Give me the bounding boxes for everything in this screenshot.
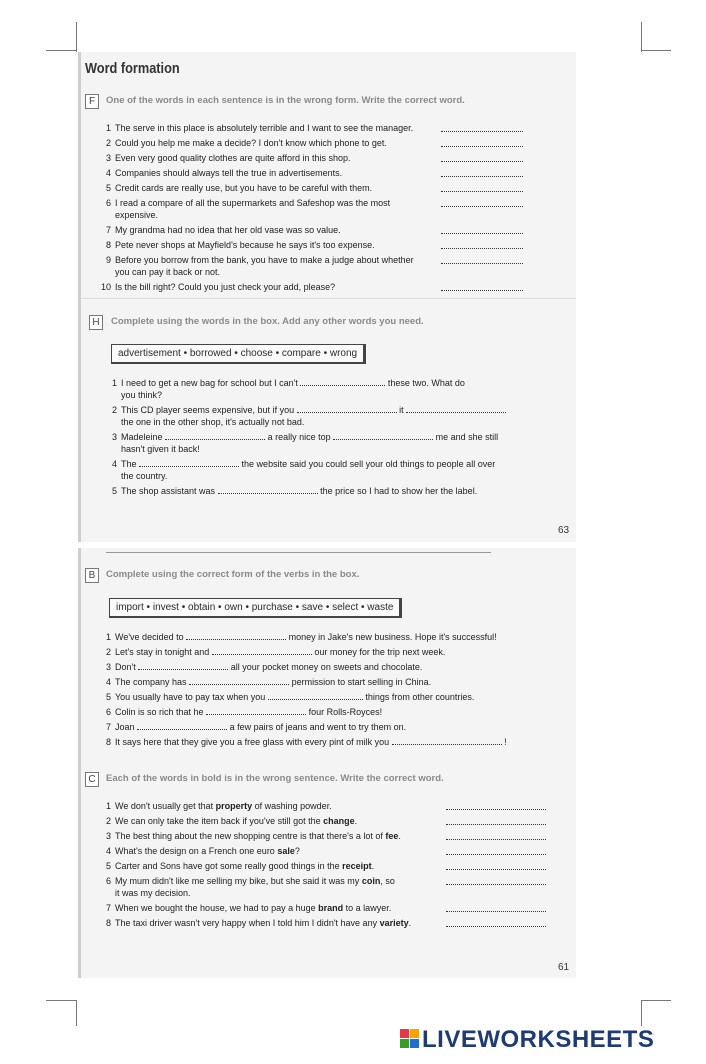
answer-blank[interactable] bbox=[441, 137, 523, 147]
item-text-cont: the country. bbox=[121, 471, 168, 481]
item-line bbox=[121, 485, 547, 497]
item-number: 8 bbox=[105, 918, 111, 928]
answer-blank[interactable] bbox=[138, 661, 228, 670]
section-b-label: B bbox=[85, 568, 99, 583]
item-text: a really nice top bbox=[267, 432, 331, 442]
answer-blank[interactable] bbox=[392, 736, 502, 745]
answer-blank[interactable] bbox=[446, 800, 546, 810]
item-line bbox=[121, 404, 547, 416]
item-text: What's the design on a French one euro bbox=[115, 846, 278, 856]
section-f-instruction: One of the words in each sentence is in the wrong form. Write the correct word. bbox=[106, 95, 465, 106]
crop-mark bbox=[641, 1000, 642, 1026]
item-number: 2 bbox=[105, 647, 111, 657]
item-text: . bbox=[408, 918, 412, 928]
exercise-item bbox=[101, 281, 556, 293]
bold-word: sale bbox=[277, 846, 295, 856]
exercise-item bbox=[101, 736, 561, 748]
liveworksheets-logo bbox=[400, 1026, 654, 1054]
divider bbox=[81, 298, 576, 299]
answer-blank[interactable] bbox=[406, 404, 506, 413]
exercise-item bbox=[101, 239, 556, 251]
exercise-item bbox=[101, 676, 561, 688]
answer-blank[interactable] bbox=[446, 815, 546, 825]
item-text: it bbox=[399, 405, 404, 415]
item-number: 1 bbox=[105, 632, 111, 642]
bold-word: change bbox=[323, 816, 355, 826]
bold-word: coin bbox=[361, 876, 381, 886]
item-text: You usually have to pay tax when you bbox=[115, 692, 266, 702]
item-text: This CD player seems expensive, but if you bbox=[121, 405, 295, 415]
item-number: 4 bbox=[105, 168, 111, 178]
item-text: ! bbox=[504, 737, 507, 747]
item-number: 1 bbox=[111, 378, 117, 388]
item-number: 3 bbox=[105, 153, 111, 163]
exercise-item bbox=[107, 485, 547, 497]
answer-blank[interactable] bbox=[300, 377, 385, 386]
item-text: I need to get a new bag for school but I can't bbox=[121, 378, 298, 388]
crop-mark bbox=[641, 1000, 671, 1001]
answer-blank[interactable] bbox=[137, 721, 227, 730]
item-text: It says here that they give you a free glass with every pint of milk you bbox=[115, 737, 390, 747]
item-number: 7 bbox=[105, 722, 111, 732]
answer-blank[interactable] bbox=[441, 281, 523, 291]
item-number: 10 bbox=[101, 282, 112, 292]
bold-word: property bbox=[215, 801, 253, 811]
item-number: 8 bbox=[105, 240, 111, 250]
item-text: Carter and Sons have got some really good things in the bbox=[115, 861, 343, 871]
answer-blank[interactable] bbox=[446, 830, 546, 840]
answer-blank[interactable] bbox=[446, 917, 546, 927]
exercise-item bbox=[101, 152, 556, 164]
item-text: My grandma had no idea that her old vase was so value. bbox=[115, 225, 341, 235]
item-number: 5 bbox=[111, 486, 117, 496]
item-text: to a lawyer. bbox=[343, 903, 392, 913]
bold-word: variety bbox=[379, 918, 409, 928]
section-c-list bbox=[101, 800, 561, 932]
item-number: 1 bbox=[105, 801, 111, 811]
item-text: Before you borrow from the bank, you have to make a judge about whether bbox=[115, 255, 414, 265]
exercise-item bbox=[107, 377, 547, 401]
page-title: Word formation bbox=[85, 60, 180, 77]
exercise-item bbox=[107, 458, 547, 482]
item-line bbox=[121, 431, 547, 443]
item-line bbox=[121, 458, 547, 470]
answer-blank[interactable] bbox=[441, 224, 523, 234]
exercise-item bbox=[101, 845, 561, 857]
logo-text: LIVEWORKSHEETS bbox=[422, 1026, 655, 1053]
exercise-item bbox=[101, 815, 561, 827]
item-line bbox=[115, 631, 561, 643]
crop-mark bbox=[76, 22, 77, 52]
item-text: Even very good quality clothes are quite afford in this shop. bbox=[115, 153, 351, 163]
item-text: The serve in this place is absolutely terrible and I want to see the manager. bbox=[115, 123, 414, 133]
exercise-item bbox=[101, 860, 561, 872]
page-number: 63 bbox=[558, 525, 570, 536]
answer-blank[interactable] bbox=[441, 254, 523, 264]
item-number: 4 bbox=[111, 459, 117, 469]
item-line bbox=[115, 721, 561, 733]
crop-mark bbox=[46, 1000, 76, 1001]
item-text: these two. What do bbox=[387, 378, 465, 388]
item-number: 5 bbox=[105, 861, 111, 871]
worksheet-page-61 bbox=[78, 548, 576, 978]
item-text: We don't usually get that bbox=[115, 801, 216, 811]
item-number: 2 bbox=[105, 138, 111, 148]
answer-blank[interactable] bbox=[206, 706, 306, 715]
exercise-item bbox=[101, 691, 561, 703]
item-text: , so bbox=[380, 876, 395, 886]
crop-mark bbox=[46, 50, 76, 51]
item-text: expensive. bbox=[115, 210, 159, 220]
item-text: Joan bbox=[115, 722, 135, 732]
item-line bbox=[115, 691, 561, 703]
exercise-item bbox=[101, 706, 561, 718]
item-number: 5 bbox=[105, 183, 111, 193]
item-number: 7 bbox=[105, 225, 111, 235]
exercise-item bbox=[101, 875, 561, 899]
answer-blank[interactable] bbox=[441, 152, 523, 162]
exercise-item bbox=[101, 167, 556, 179]
item-text: The bbox=[121, 459, 137, 469]
item-number: 4 bbox=[105, 846, 111, 856]
item-text: Is the bill right? Could you just check your add, please? bbox=[115, 282, 336, 292]
item-text: Credit cards are really use, but you have to be careful with them. bbox=[115, 183, 373, 193]
answer-blank[interactable] bbox=[441, 167, 523, 177]
exercise-item bbox=[101, 917, 561, 929]
item-text: The company has bbox=[115, 677, 187, 687]
item-text: Madeleine bbox=[121, 432, 163, 442]
exercise-item bbox=[101, 830, 561, 842]
exercise-item bbox=[101, 182, 556, 194]
item-text: you can pay it back or not. bbox=[115, 267, 221, 277]
item-text: the website said you could sell your old things to people all over bbox=[241, 459, 496, 469]
answer-blank[interactable] bbox=[441, 122, 523, 132]
section-h-list bbox=[107, 377, 547, 500]
item-text: a few pairs of jeans and went to try them on. bbox=[229, 722, 407, 732]
item-text: The taxi driver wasn't very happy when I told him I didn't have any bbox=[115, 918, 380, 928]
bold-word: receipt bbox=[342, 861, 372, 871]
answer-blank[interactable] bbox=[165, 431, 265, 440]
exercise-item bbox=[101, 224, 556, 236]
item-number: 3 bbox=[105, 662, 111, 672]
section-b-instruction: Complete using the correct form of the verbs in the box. bbox=[106, 569, 360, 580]
item-number: 1 bbox=[105, 123, 111, 133]
crop-mark bbox=[641, 50, 671, 51]
section-f-list bbox=[101, 122, 556, 296]
answer-blank[interactable] bbox=[268, 691, 363, 700]
item-number: 6 bbox=[105, 198, 111, 208]
bold-word: fee bbox=[385, 831, 399, 841]
item-text: Pete never shops at Mayfield's because he says it's too expense. bbox=[115, 240, 375, 250]
item-line bbox=[121, 377, 547, 389]
item-number: 3 bbox=[105, 831, 111, 841]
top-rule bbox=[106, 552, 491, 553]
item-number: 2 bbox=[111, 405, 117, 415]
section-h-instruction: Complete using the words in the box. Add any other words you need. bbox=[111, 316, 424, 327]
exercise-item bbox=[101, 122, 556, 134]
exercise-item bbox=[101, 646, 561, 658]
item-number: 5 bbox=[105, 692, 111, 702]
crop-mark bbox=[641, 22, 642, 52]
item-text: ? bbox=[294, 846, 300, 856]
crop-mark bbox=[76, 1000, 77, 1026]
item-text-cont: the one in the other shop, it's actually not bad. bbox=[121, 417, 305, 427]
item-line bbox=[115, 646, 561, 658]
item-text: The shop assistant was bbox=[121, 486, 216, 496]
worksheet-page-63 bbox=[78, 52, 576, 542]
item-text: Colin is so rich that he bbox=[115, 707, 204, 717]
answer-blank[interactable] bbox=[441, 197, 523, 207]
item-text: . bbox=[371, 861, 375, 871]
item-line bbox=[115, 661, 561, 673]
exercise-item bbox=[101, 721, 561, 733]
answer-blank[interactable] bbox=[333, 431, 433, 440]
item-text-cont: you think? bbox=[121, 390, 163, 400]
item-text: We've decided to bbox=[115, 632, 184, 642]
item-text: all your pocket money on sweets and chocolate. bbox=[230, 662, 423, 672]
answer-blank[interactable] bbox=[446, 860, 546, 870]
item-text: our money for the trip next week. bbox=[314, 647, 446, 657]
item-line bbox=[115, 736, 561, 748]
bold-word: brand bbox=[318, 903, 344, 913]
section-c-label: C bbox=[85, 772, 99, 787]
item-text: Let's stay in tonight and bbox=[115, 647, 210, 657]
answer-blank[interactable] bbox=[446, 875, 546, 885]
item-text-cont: hasn't given it back! bbox=[121, 444, 200, 454]
exercise-item bbox=[101, 661, 561, 673]
answer-blank[interactable] bbox=[446, 845, 546, 855]
answer-blank[interactable] bbox=[139, 458, 239, 467]
item-number: 6 bbox=[105, 876, 111, 886]
item-number: 4 bbox=[105, 677, 111, 687]
item-text: of washing powder. bbox=[252, 801, 332, 811]
word-box-b: import • invest • obtain • own • purchase • save • select • waste bbox=[109, 598, 402, 618]
item-text: . bbox=[354, 816, 358, 826]
item-text: Don't bbox=[115, 662, 136, 672]
exercise-item bbox=[101, 800, 561, 812]
exercise-item bbox=[101, 137, 556, 149]
item-number: 7 bbox=[105, 903, 111, 913]
item-number: 9 bbox=[105, 255, 111, 265]
section-b-list bbox=[101, 631, 561, 751]
answer-blank[interactable] bbox=[189, 676, 289, 685]
page-number: 61 bbox=[558, 962, 570, 973]
item-number: 6 bbox=[105, 707, 111, 717]
answer-blank[interactable] bbox=[441, 239, 523, 249]
item-text: money in Jake's new business. Hope it's successful! bbox=[288, 632, 497, 642]
word-box-h: advertisement • borrowed • choose • compare • wrong bbox=[111, 344, 366, 364]
logo-grid-icon bbox=[400, 1029, 420, 1049]
item-text: The best thing about the new shopping centre is that there's a lot of bbox=[115, 831, 386, 841]
answer-blank[interactable] bbox=[186, 631, 286, 640]
item-text: Companies should always tell the true in advertisements. bbox=[115, 168, 343, 178]
item-text: four Rolls-Royces! bbox=[308, 707, 383, 717]
exercise-item bbox=[107, 404, 547, 428]
item-number: 2 bbox=[105, 816, 111, 826]
item-text: When we bought the house, we had to pay a huge bbox=[115, 903, 319, 913]
answer-blank[interactable] bbox=[212, 646, 312, 655]
item-text-cont: it was my decision. bbox=[115, 888, 191, 898]
item-text: the price so I had to show her the label. bbox=[320, 486, 478, 496]
item-text: Could you help me make a decide? I don't know which phone to get. bbox=[115, 138, 387, 148]
section-h-label: H bbox=[89, 315, 103, 330]
item-number: 3 bbox=[111, 432, 117, 442]
exercise-item bbox=[101, 254, 556, 278]
item-line bbox=[115, 676, 561, 688]
item-text: permission to start selling in China. bbox=[291, 677, 432, 687]
exercise-item bbox=[101, 902, 561, 914]
item-text: things from other countries. bbox=[365, 692, 475, 702]
answer-blank[interactable] bbox=[218, 485, 318, 494]
exercise-item bbox=[101, 631, 561, 643]
item-number: 8 bbox=[105, 737, 111, 747]
item-line bbox=[115, 706, 561, 718]
exercise-item bbox=[101, 197, 556, 221]
answer-blank[interactable] bbox=[297, 404, 397, 413]
item-text: . bbox=[398, 831, 401, 841]
item-text: We can only take the item back if you've still got the bbox=[115, 816, 324, 826]
item-text: me and she still bbox=[435, 432, 499, 442]
section-c-instruction: Each of the words in bold is in the wrong sentence. Write the correct word. bbox=[106, 773, 444, 784]
section-f-label: F bbox=[85, 94, 99, 109]
item-text: My mum didn't like me selling my bike, but she said it was my bbox=[115, 876, 362, 886]
answer-blank[interactable] bbox=[446, 902, 546, 912]
item-text: I read a compare of all the supermarkets and Safeshop was the most bbox=[115, 198, 391, 208]
answer-blank[interactable] bbox=[441, 182, 523, 192]
exercise-item bbox=[107, 431, 547, 455]
